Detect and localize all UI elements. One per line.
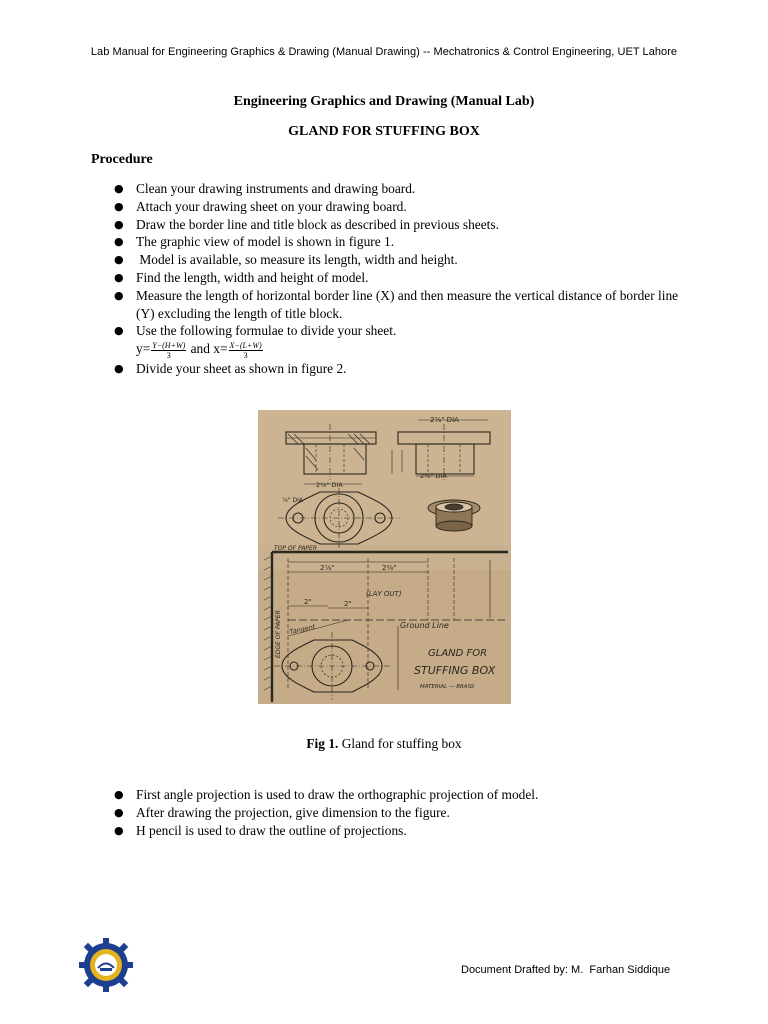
svg-text:2": 2" [344,600,352,608]
list-item: ● After drawing the projection, give dimension to the figure. [114,804,450,820]
list-item: ● Model is available, so measure its length, width and height. [114,252,458,268]
course-title: Engineering Graphics and Drawing (Manual Lab) [233,94,535,109]
bullet-icon: ● [114,788,124,801]
figure-caption: Fig 1. Gland for stuffing box [306,736,462,751]
procedure-list [0,180,696,377]
svg-text:Tangent: Tangent [288,622,317,636]
svg-text:⅞" DIA: ⅞" DIA [282,497,303,504]
list-item: ● Find the length, width and height of model. [114,269,369,285]
x-fraction: $\frac{X-(L+W)}{3}$ [229,340,262,360]
svg-text:2⅞": 2⅞" [320,564,335,572]
topic-title: GLAND FOR STUFFING BOX [288,124,480,139]
svg-text:2⅞" DIA: 2⅞" DIA [430,416,459,424]
gland-drawing-photo [258,410,511,704]
bullet-icon: ● [114,182,124,195]
svg-text:TOP OF PAPER: TOP OF PAPER [274,545,317,552]
svg-text:2⅜" DIA: 2⅜" DIA [420,472,447,480]
svg-text:2⅛" DIA: 2⅛" DIA [316,481,343,489]
university-logo [78,937,134,993]
list-item: ● Draw the border line and title block as described in previous sheets. [114,216,499,232]
list-item: ● Measure the length of horizontal border line (X) and then measure the vertical distance of border line (Y) excluding the length of title block. [114,287,679,321]
division-formula: y= $\frac{Y-(H+W)}{3}$ and x= $\frac{X-(L+W)}{3}$ [136,340,262,360]
bullet-icon: ● [114,361,124,375]
bullet-icon: ● [114,288,124,302]
svg-text:(LAY OUT): (LAY OUT) [366,590,402,598]
svg-text:Ground Line: Ground Line [400,621,449,630]
svg-text:2": 2" [304,598,312,606]
list-item: ● Use the following formulae to divide your sheet. y= $\frac{Y-(H+W)}{3}$ and x= $\frac{X-(L+W)}{3}$ [0,322,696,359]
list-item: ● Attach your drawing sheet on your drawing board. [114,198,407,214]
list-item: ● First angle projection is used to draw the orthographic projection of model. [114,787,539,802]
notes-list [0,786,696,839]
list-item: ● H pencil is used to draw the outline of projections. [114,822,407,838]
svg-text:EDGE OF PAPER: EDGE OF PAPER [275,610,282,658]
svg-text:GLAND FOR: GLAND FOR [428,648,488,659]
y-fraction: $\frac{Y-(H+W)}{3}$ [152,340,186,360]
bullet-icon: ● [114,324,124,338]
svg-text:STUFFING BOX: STUFFING BOX [414,664,496,677]
isometric-thumbnail [428,500,480,531]
list-item: ● Clean your drawing instruments and drawing board. [114,181,416,196]
author-credit: Document Drafted by: M. Farhan Siddique [461,964,671,976]
bullet-icon: ● [114,805,124,819]
bullet-icon: ● [114,217,124,231]
list-item: ● Divide your sheet as shown in figure 2. [114,360,347,376]
svg-text:2⅜": 2⅜" [382,564,397,572]
procedure-heading: Procedure [91,152,153,167]
page-header: Lab Manual for Engineering Graphics & Drawing (Manual Drawing) -- Mechatronics & Control Engineering, UET Lahore [90,46,678,58]
bullet-icon: ● [114,235,124,249]
bullet-icon: ● [114,270,124,284]
bullet-icon: ● [114,199,124,213]
bullet-icon: ● [114,253,124,267]
svg-text:MATERIAL — BRASS: MATERIAL — BRASS [420,684,475,690]
list-item: ● The graphic view of model is shown in figure 1. [114,234,395,250]
bullet-icon: ● [114,823,124,837]
